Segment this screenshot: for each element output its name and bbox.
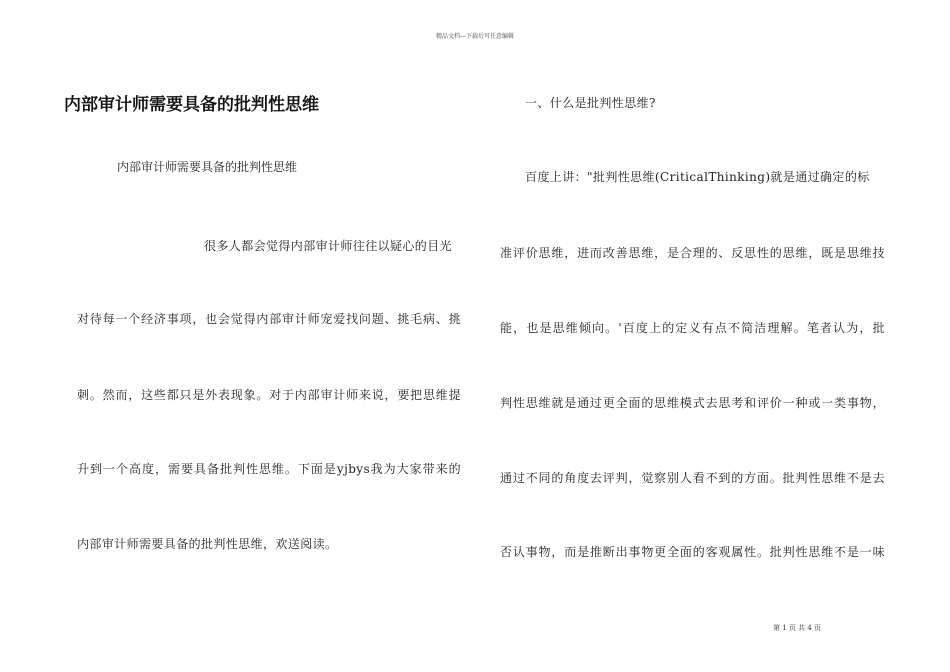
section-heading: 一、什么是批判性思维?	[525, 96, 656, 110]
page-title: 内部审计师需要具备的批判性思维	[64, 95, 319, 115]
left-paragraph-line: 升到一个高度，需要具备批判性思维。下面是yjbys我为大家带来的	[77, 462, 461, 476]
right-paragraph-line: 判性思维就是通过更全面的思维模式去思考和评价一种或一类事物，	[500, 396, 885, 410]
right-paragraph-line: 否认事物，而是推断出事物更全面的客观属性。批判性思维不是一味	[500, 545, 885, 559]
right-paragraph-line: 准评价思维，进而改善思维，是合理的、反思性的思维，既是思维技	[500, 246, 885, 260]
left-paragraph-line: 很多人都会觉得内部审计师往往以疑心的目光	[204, 239, 453, 253]
right-paragraph-line: 百度上讲："批判性思维(CriticalThinking)就是通过确定的标	[525, 170, 870, 184]
right-paragraph-line: 通过不同的角度去评判，觉察别人看不到的方面。批判性思维不是去	[500, 471, 885, 485]
page-number: 第 1 页 共 4 页	[773, 624, 822, 632]
left-paragraph-line: 对待每一个经济事项，也会觉得内部审计师宠爱找问题、挑毛病、挑	[77, 312, 461, 326]
right-paragraph-line: 能，也是思维倾向。'百度上的定义有点不简洁理解。笔者认为，批	[500, 321, 885, 335]
left-paragraph-line: 内部审计师需要具备的批判性思维，欢送阅读。	[77, 537, 338, 551]
header-note: 精品文档---下载后可任意编辑	[435, 33, 515, 40]
article-subtitle: 内部审计师需要具备的批判性思维	[117, 160, 298, 174]
left-paragraph-line: 刺。然而，这些都只是外表现象。对于内部审计师来说，要把思维提	[77, 388, 461, 402]
